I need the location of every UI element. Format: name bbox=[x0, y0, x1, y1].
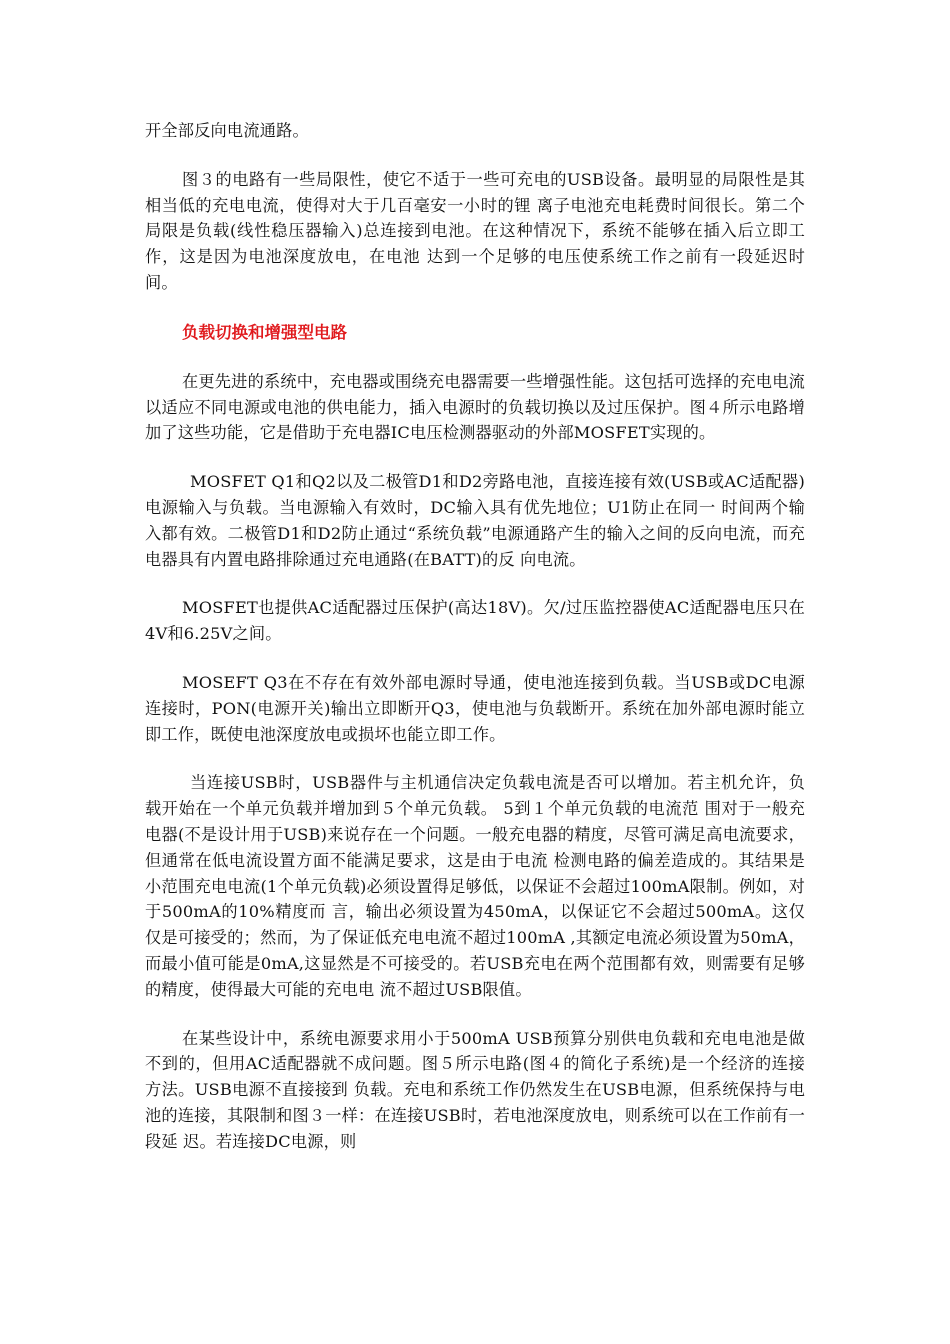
paragraph-usb-current: 当连接USB时，USB器件与主机通信决定负载电流是否可以增加。若主机允许，负载开始在一个单元负载并增加到５个单元负载。 5到１个单元负载的电流范 围对于一般充电器(不是设计用于USB)来说存在一个问题。一般充电器的精度，尽管可满足高电流要求，但通常在低电流设置方面不能满足要求，这是由于电流 检测电路的偏差造成的。其结果是小范围充电电流(1个单元负载)必须设置得足够低，以保证不会超过100mA限制。例如，对于500mA的10%精度而 言，输出必须设置为450mA，以保证它不会超过500mA。这仅仅是可接受的；然而，为了保证低充电电流不超过100mA ,其额定电流必须设置为50mA，而最小值可能是0mA,这显然是不可接受的。若USB充电在两个范围都有效，则需要有足够的精度，使得最大可能的充电电 流不超过USB限值。 bbox=[145, 773, 805, 999]
paragraph-mosfet-q1-q2: MOSFET Q1和Q2以及二极管D1和D2旁路电池，直接连接有效(USB或AC适配器)电源输入与负载。当电源输入有效时，DC输入具有优先地位；U1防止在同一 时间两个输入都有效。二极管D1和D2防止通过“系统负载”电源通路产生的输入之间的反向电流，而充电器具有内置电路排除通过充电通路(在BATT)的反 向电流。 bbox=[145, 472, 805, 569]
paragraph-ac-adapter: 在某些设计中，系统电源要求用小于500mA USB预算分别供电负载和充电电池是做不到的，但用AC适配器就不成问题。图５所示电路(图４的简化子系统)是一个经济的连接方法。USB电源不直接接到 负载。充电和系统工作仍然发生在USB电源，但系统保持与电池的连接，其限制和图３一样：在连接USB时，若电池深度放电，则系统可以在工作前有一段延 迟。若连接DC电源，则 bbox=[145, 1028, 805, 1151]
document-page bbox=[145, 118, 805, 1155]
paragraph-overvoltage: MOSFET也提供AC适配器过压保护(高达18V)。欠/过压监控器使AC适配器电压只在4V和6.25V之间。 bbox=[145, 598, 805, 644]
paragraph-fig3-limitations: 图３的电路有一些局限性，使它不适于一些可充电的USB设备。最明显的局限性是其相当低的充电电流，使得对大于几百毫安一小时的锂 离子电池充电耗费时间很长。第二个局限是负载(线性稳压器输入)总连接到电池。在这种情况下，系统不能够在插入后立即工作，这是因为电池深度放电，在电池 达到一个足够的电压使系统工作之前有一段延迟时间。 bbox=[145, 169, 805, 292]
section-heading: 负载切换和增强型电路 bbox=[182, 322, 347, 342]
paragraph-advanced-systems: 在更先进的系统中，充电器或围绕充电器需要一些增强性能。这包括可选择的充电电流以适应不同电源或电池的供电能力，插入电源时的负载切换以及过压保护。图４所示电路增加了这些功能，它是借助于充电器IC电压检测器驱动的外部MOSFET实现的。 bbox=[145, 371, 805, 443]
paragraph-continuation: 开全部反向电流通路。 bbox=[145, 121, 309, 140]
paragraph-mosfet-q3: MOSEFT Q3在不存在有效外部电源时导通，使电池连接到负载。当USB或DC电源连接时，PON(电源开关)输出立即断开Q3，使电池与负载断开。系统在加外部电源时能立即工作，既使电池深度放电或损坏也能立即工作。 bbox=[145, 672, 805, 744]
